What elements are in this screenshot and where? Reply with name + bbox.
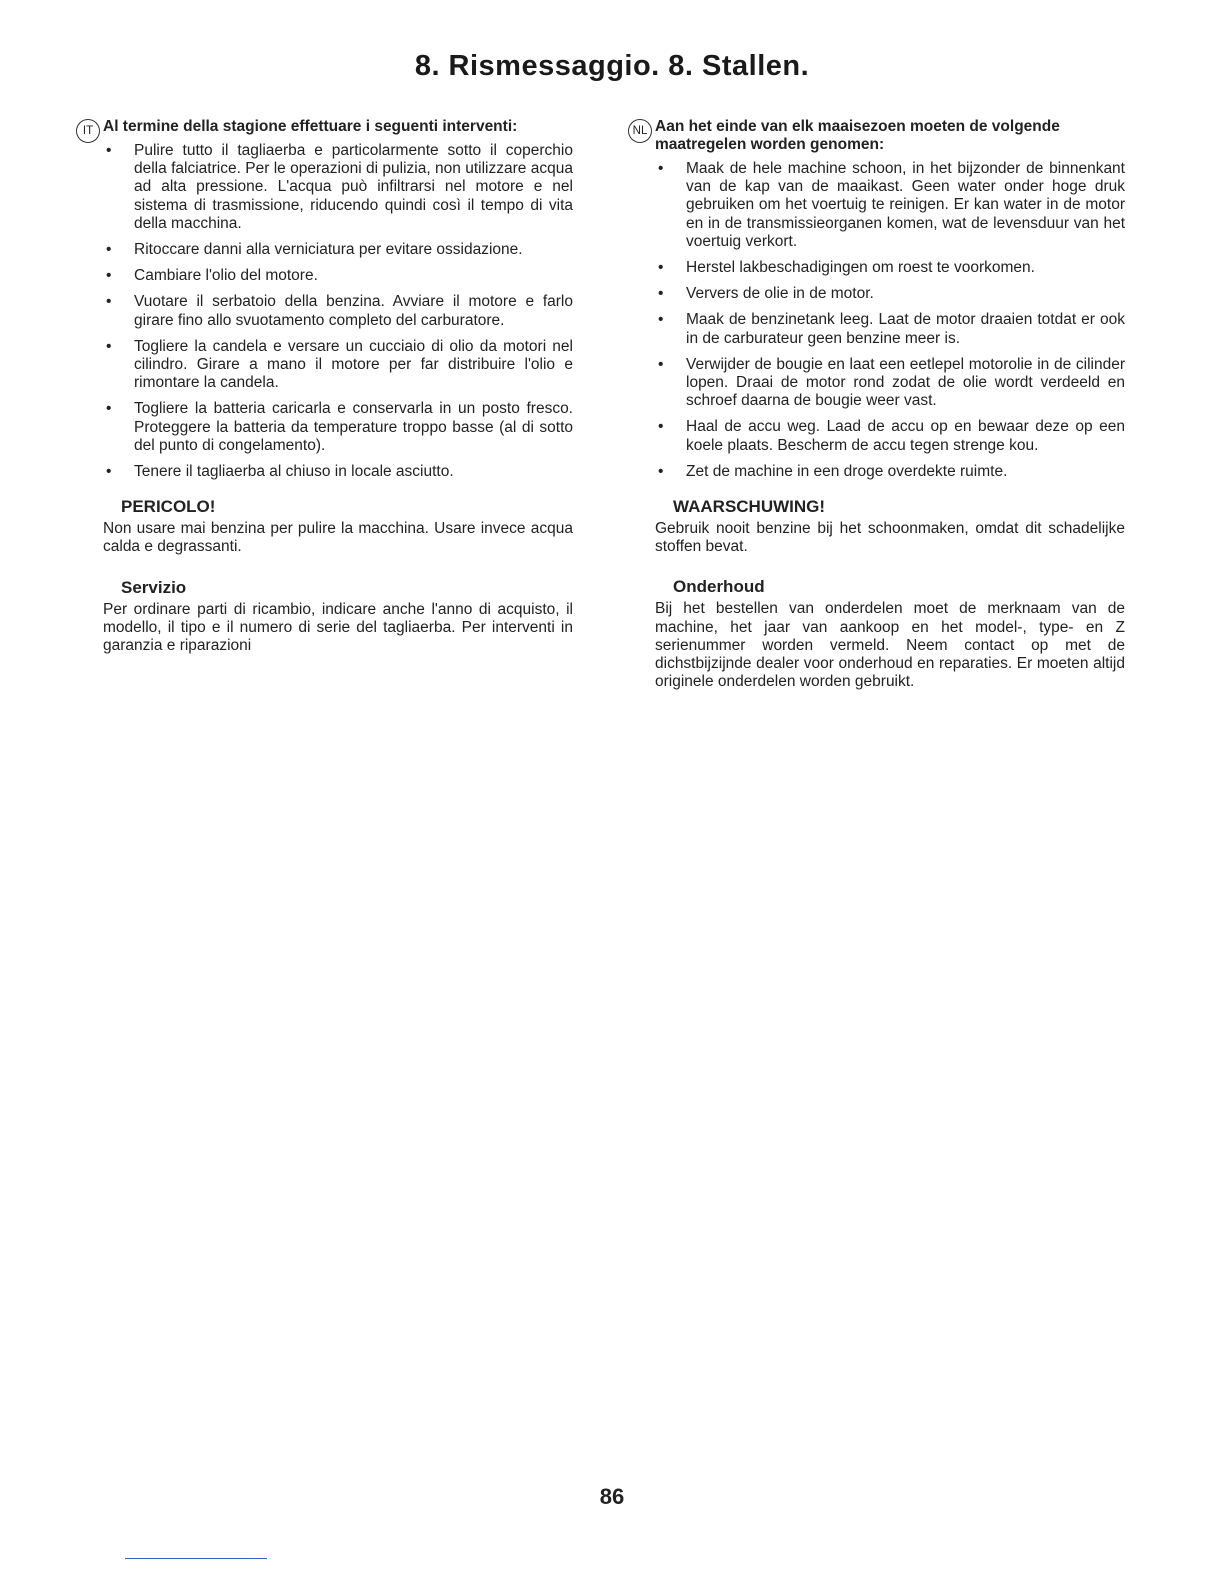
list-item: • Togliere la candela e versare un cucciaio di olio da motori nel cilindro. Girare a mano il motore per far distribuire l'olio e rimontare la candela.: [106, 337, 573, 392]
bullet-icon: •: [658, 160, 664, 177]
italian-service-text: Per ordinare parti di ricambio, indicare anche l'anno di acquisto, il modello, il tipo e il numero di serie del tagliaerba. Per interventi in garanzia e riparazioni: [103, 600, 573, 655]
italian-language-badge-icon: IT: [76, 119, 100, 143]
list-item: • Vuotare il serbatoio della benzina. Avviare il motore e farlo girare fino allo svuotamento completo del carburatore.: [106, 293, 573, 329]
bullet-icon: •: [106, 337, 112, 355]
italian-heading-text: Al termine della stagione effettuare i seguenti interventi:: [103, 118, 518, 135]
bullet-icon: •: [658, 311, 664, 329]
dutch-service-title: Onderhoud: [673, 577, 765, 597]
bullet-icon: •: [106, 241, 112, 259]
list-item: • Maak de benzinetank leeg. Laat de motor draaien totdat er ook in de carburateur geen benzine meer is.: [658, 311, 1125, 347]
list-item: • Herstel lakbeschadigingen om roest te voorkomen.: [658, 259, 1035, 277]
list-item: • Verwijder de bougie en laat een eetlepel motorolie in de cilinder lopen. Draai de motor rond zodat de olie wordt verdeeld en schroef daarna de bougie weer vast.: [658, 355, 1125, 410]
list-item: • Haal de accu weg. Laad de accu op en bewaar deze op een koele plaats. Bescherm de accu tegen strenge kou.: [658, 418, 1125, 454]
list-item: • Togliere la batteria caricarla e conservarla in un posto fresco. Proteggere la batteria da temperature troppo basse (al di sotto del punto di congelamento).: [106, 400, 573, 454]
list-item: • Tenere il tagliaerba al chiuso in locale asciutto.: [106, 463, 454, 481]
list-item: • Pulire tutto il tagliaerba e particolarmente sotto il coperchio della falciatrice. Per le operazioni di pulizia, non utilizzare acqua ad alta pressione. L'acqua può infiltrarsi nel motore e nel sistema di trasmissione, riducendo quindi così il tempo di vita della macchina.: [106, 142, 573, 232]
dutch-service-section: [655, 577, 1125, 691]
bullet-icon: •: [106, 142, 112, 159]
italian-steps-list: [103, 142, 573, 481]
list-item: • Ritoccare danni alla verniciatura per evitare ossidazione.: [106, 241, 523, 259]
bullet-icon: •: [658, 418, 664, 436]
dutch-steps-list: [655, 160, 1125, 481]
italian-column: [82, 118, 573, 655]
footer-rule: [125, 1558, 267, 1559]
dutch-warning-text: Gebruik nooit benzine bij het schoonmaken, omdat dit schadelijke stoffen bevat.: [655, 520, 1125, 556]
dutch-warning-section: [655, 497, 1125, 556]
bullet-icon: •: [658, 285, 664, 303]
italian-warning-text: Non usare mai benzina per pulire la macchina. Usare invece acqua calda e degrassanti.: [103, 520, 573, 556]
italian-warning-title: PERICOLO!: [121, 497, 216, 517]
dutch-service-text: Bij het bestellen van onderdelen moet de merknaam van de machine, het jaar van aankoop en het model-, type- en Z serienummer worden vermeld. Neem contact op met de dichstbijzijnde dealer voor onderhoud en reparaties. Er moeten altijd originele onderdelen worden gebruikt.: [655, 600, 1125, 691]
bullet-icon: •: [658, 259, 664, 277]
list-item: • Zet de machine in een droge overdekte ruimte.: [658, 462, 1008, 480]
page-number: 86: [599, 1484, 625, 1509]
dutch-heading-text: Aan het einde van elk maaisezoen moeten de volgende maatregelen worden genomen:: [655, 118, 1060, 153]
italian-service-title: Servizio: [121, 577, 187, 597]
bullet-icon: •: [106, 463, 112, 481]
bullet-icon: •: [658, 355, 664, 373]
dutch-heading: [632, 118, 1125, 154]
list-item: • Maak de hele machine schoon, in het bijzonder de binnenkant van de kap van de maaikast. Geen water onder hoge druk gebruiken om het voertuig te reinigen. Er kan water in de motor en in de transmissieorganen komen, wat de levensduur van het voertuig verkort.: [658, 160, 1125, 250]
italian-warning-section: [103, 497, 573, 556]
dutch-language-badge-icon: NL: [628, 119, 652, 143]
list-item: • Ververs de olie in de motor.: [658, 285, 874, 303]
dutch-column: [632, 118, 1125, 691]
bullet-icon: •: [106, 400, 112, 418]
dutch-warning-title: WAARSCHUWING!: [673, 497, 826, 517]
italian-heading: [82, 118, 573, 137]
bullet-icon: •: [106, 267, 112, 285]
italian-service-section: [103, 578, 573, 656]
list-item: • Cambiare l'olio del motore.: [106, 267, 318, 285]
page-title: 8. Rismessaggio. 8. Stallen.: [414, 50, 810, 82]
bullet-icon: •: [658, 462, 664, 480]
bullet-icon: •: [106, 293, 112, 311]
